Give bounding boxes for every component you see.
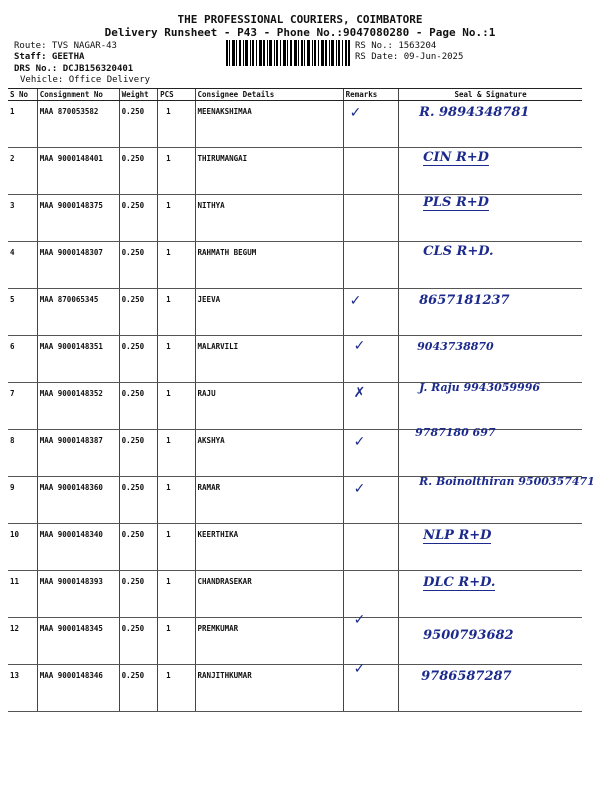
row-consignment-no: MAA 9000148345 bbox=[37, 618, 119, 665]
handwritten-signature: J. Raju 9943059996 bbox=[419, 381, 541, 394]
staff-field: Staff: GEETHA bbox=[14, 52, 85, 62]
handwritten-signature: CLS R+D. bbox=[423, 244, 494, 259]
row-consignment-no: MAA 9000148351 bbox=[37, 336, 119, 383]
table-header-row bbox=[8, 89, 582, 101]
row-sno: 6 bbox=[8, 336, 37, 383]
row-remarks bbox=[343, 242, 398, 289]
handwritten-signature: 9043738870 bbox=[417, 340, 494, 353]
handwritten-signature: 9787180 697 bbox=[415, 426, 496, 439]
row-weight: 0.250 bbox=[119, 665, 157, 712]
col-header-pcs: PCS bbox=[158, 89, 195, 101]
row-consignment-no: MAA 9000148340 bbox=[37, 524, 119, 571]
row-signature bbox=[399, 289, 582, 336]
check-mark-icon: ✓ bbox=[353, 434, 366, 450]
row-pcs: 1 bbox=[158, 195, 195, 242]
check-mark-icon: ✓ bbox=[353, 338, 366, 354]
runsheet-table bbox=[8, 88, 595, 712]
row-consignment-no: MAA 870053582 bbox=[37, 101, 119, 148]
row-consignee: MALARVILI bbox=[195, 336, 343, 383]
row-consignee: RAMAR bbox=[195, 477, 343, 524]
row-pcs: 1 bbox=[158, 148, 195, 195]
col-header-consignee: Consignee Details bbox=[195, 89, 343, 101]
row-weight: 0.250 bbox=[119, 195, 157, 242]
row-consignment-no: MAA 9000148352 bbox=[37, 383, 119, 430]
row-weight: 0.250 bbox=[119, 336, 157, 383]
check-mark-icon: ✓ bbox=[353, 661, 366, 677]
row-consignment-no: MAA 9000148393 bbox=[37, 571, 119, 618]
company-title: THE PROFESSIONAL COURIERS, COIMBATORE bbox=[177, 13, 423, 26]
table-row bbox=[8, 289, 582, 336]
row-signature bbox=[399, 242, 582, 289]
row-consignment-no: MAA 870065345 bbox=[37, 289, 119, 336]
rs-no-field: RS No.: 1563204 bbox=[355, 41, 437, 51]
check-mark-icon: ✓ bbox=[353, 481, 366, 497]
drs-field: DRS No.: DCJB156320401 bbox=[14, 64, 134, 74]
cross-mark-icon: ✗ bbox=[353, 385, 366, 401]
row-sno: 9 bbox=[8, 477, 37, 524]
row-weight: 0.250 bbox=[119, 148, 157, 195]
row-weight: 0.250 bbox=[119, 524, 157, 571]
row-remarks bbox=[343, 336, 398, 383]
row-remarks bbox=[343, 661, 398, 712]
row-signature bbox=[399, 475, 595, 524]
row-sno: 13 bbox=[8, 665, 37, 712]
row-weight: 0.250 bbox=[119, 477, 157, 524]
row-sno: 7 bbox=[8, 383, 37, 430]
row-consignee: PREMKUMAR bbox=[195, 618, 343, 665]
handwritten-signature: CIN R+D bbox=[423, 150, 489, 165]
row-consignee: KEERTHIKA bbox=[195, 524, 343, 571]
row-consignee: THIRUMANGAI bbox=[195, 148, 343, 195]
row-consignee: AKSHYA bbox=[195, 430, 343, 477]
row-signature bbox=[399, 618, 582, 665]
row-sno: 5 bbox=[8, 289, 37, 336]
row-consignment-no: MAA 9000148346 bbox=[37, 665, 119, 712]
row-weight: 0.250 bbox=[119, 618, 157, 665]
row-pcs: 1 bbox=[158, 289, 195, 336]
col-header-remarks: Remarks bbox=[343, 89, 398, 101]
check-mark-icon: ✓ bbox=[349, 105, 362, 121]
row-consignee: RANJITHKUMAR bbox=[195, 665, 343, 712]
col-header-sno: S No bbox=[8, 89, 37, 101]
route-field: Route: TVS NAGAR-43 bbox=[14, 41, 117, 51]
row-pcs: 1 bbox=[158, 477, 195, 524]
row-consignee: RAJU bbox=[195, 383, 343, 430]
runsheet-subtitle: Delivery Runsheet - P43 - Phone No.:9047080280 - Page No.:1 bbox=[104, 26, 496, 39]
row-consignee: MEENAKSHIMAA bbox=[195, 101, 343, 148]
row-remarks bbox=[343, 430, 398, 477]
table-row bbox=[8, 430, 582, 477]
row-consignee: CHANDRASEKAR bbox=[195, 571, 343, 618]
row-sno: 11 bbox=[8, 571, 37, 618]
row-consignment-no: MAA 9000148387 bbox=[37, 430, 119, 477]
handwritten-signature: R. 9894348781 bbox=[419, 105, 530, 120]
table-row bbox=[8, 101, 582, 148]
handwritten-signature: R. Boinolthiran 9500357471 bbox=[419, 475, 595, 488]
row-consignee: JEEVA bbox=[195, 289, 343, 336]
table-row bbox=[8, 524, 582, 571]
row-remarks bbox=[343, 612, 398, 665]
check-mark-icon: ✓ bbox=[349, 293, 362, 309]
rs-date-field: RS Date: 09-Jun-2025 bbox=[355, 52, 464, 62]
row-weight: 0.250 bbox=[119, 289, 157, 336]
row-signature bbox=[399, 426, 582, 477]
row-pcs: 1 bbox=[158, 383, 195, 430]
row-consignee: RAHMATH BEGUM bbox=[195, 242, 343, 289]
row-remarks bbox=[343, 289, 398, 336]
table-row bbox=[8, 571, 582, 618]
row-pcs: 1 bbox=[158, 101, 195, 148]
col-header-consignment: Consignment No bbox=[37, 89, 119, 101]
row-pcs: 1 bbox=[158, 524, 195, 571]
row-pcs: 1 bbox=[158, 336, 195, 383]
row-signature bbox=[399, 195, 582, 242]
row-remarks bbox=[343, 195, 398, 242]
row-pcs: 1 bbox=[158, 665, 195, 712]
handwritten-signature: 9786587287 bbox=[421, 669, 512, 684]
row-pcs: 1 bbox=[158, 571, 195, 618]
barcode-icon bbox=[226, 40, 350, 66]
row-pcs: 1 bbox=[158, 618, 195, 665]
row-sno: 12 bbox=[8, 618, 37, 665]
row-sno: 4 bbox=[8, 242, 37, 289]
row-consignment-no: MAA 9000148360 bbox=[37, 477, 119, 524]
row-pcs: 1 bbox=[158, 430, 195, 477]
vehicle-field: Vehicle: Office Delivery bbox=[20, 75, 151, 85]
col-header-seal: Seal & Signature bbox=[399, 89, 582, 101]
row-weight: 0.250 bbox=[119, 430, 157, 477]
row-weight: 0.250 bbox=[119, 383, 157, 430]
check-mark-icon: ✓ bbox=[353, 612, 366, 628]
row-remarks bbox=[343, 571, 398, 618]
handwritten-signature: PLS R+D bbox=[423, 195, 489, 210]
table-row bbox=[8, 336, 582, 383]
table-row bbox=[8, 477, 582, 524]
handwritten-signature: 8657181237 bbox=[419, 293, 510, 308]
row-signature bbox=[399, 571, 582, 618]
col-header-weight: Weight bbox=[119, 89, 157, 101]
table-row bbox=[8, 383, 582, 430]
handwritten-signature: 9500793682 bbox=[423, 628, 514, 643]
row-sno: 2 bbox=[8, 148, 37, 195]
row-pcs: 1 bbox=[158, 242, 195, 289]
row-consignment-no: MAA 9000148401 bbox=[37, 148, 119, 195]
handwritten-signature: DLC R+D. bbox=[423, 575, 496, 590]
table-row bbox=[8, 242, 582, 289]
table-row bbox=[8, 665, 582, 712]
row-signature bbox=[399, 148, 582, 195]
table-row bbox=[8, 618, 582, 665]
row-signature bbox=[399, 101, 582, 148]
row-signature bbox=[399, 524, 582, 571]
row-signature bbox=[399, 665, 582, 712]
row-sno: 8 bbox=[8, 430, 37, 477]
row-remarks bbox=[343, 148, 398, 195]
row-sno: 3 bbox=[8, 195, 37, 242]
row-weight: 0.250 bbox=[119, 101, 157, 148]
row-signature bbox=[399, 383, 582, 430]
row-consignment-no: MAA 9000148375 bbox=[37, 195, 119, 242]
row-sno: 10 bbox=[8, 524, 37, 571]
row-signature bbox=[399, 336, 582, 383]
table-row bbox=[8, 148, 582, 195]
row-remarks bbox=[343, 477, 398, 524]
row-remarks bbox=[343, 101, 398, 148]
row-weight: 0.250 bbox=[119, 242, 157, 289]
row-weight: 0.250 bbox=[119, 571, 157, 618]
row-remarks bbox=[343, 524, 398, 571]
handwritten-signature: NLP R+D bbox=[423, 528, 492, 543]
row-remarks bbox=[343, 383, 398, 430]
row-consignment-no: MAA 9000148307 bbox=[37, 242, 119, 289]
row-consignee: NITHYA bbox=[195, 195, 343, 242]
table-row bbox=[8, 195, 582, 242]
row-sno: 1 bbox=[8, 101, 37, 148]
